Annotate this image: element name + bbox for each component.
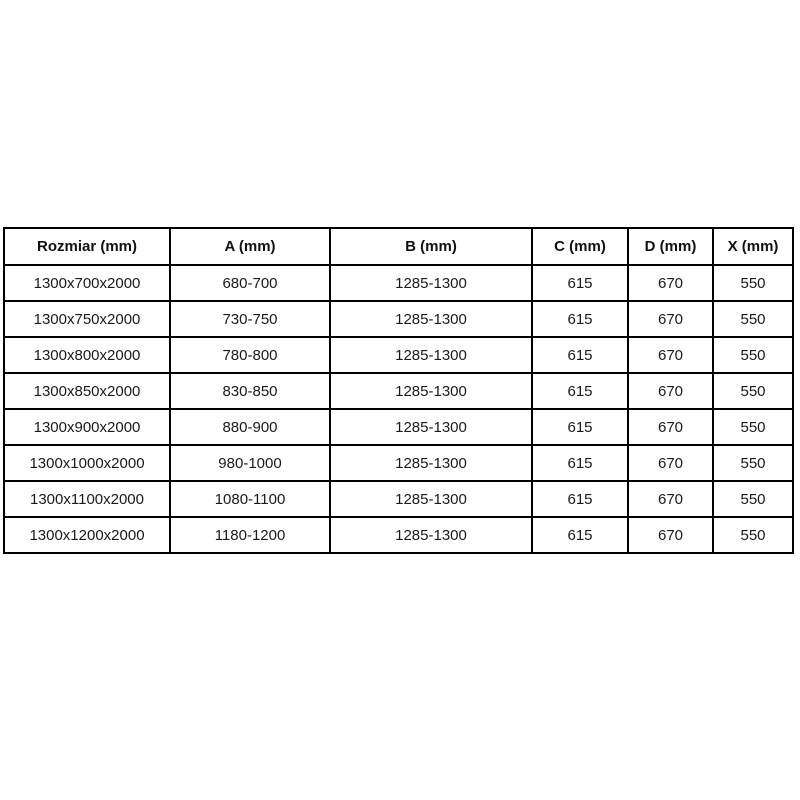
table-cell: 670: [628, 409, 713, 445]
table-cell: 1285-1300: [330, 409, 532, 445]
table-cell: 1285-1300: [330, 337, 532, 373]
table-row: [4, 337, 793, 373]
table-cell: 550: [713, 409, 793, 445]
table-cell: 670: [628, 301, 713, 337]
table-cell: 670: [628, 481, 713, 517]
table-cell: 550: [713, 517, 793, 553]
table-cell: 615: [532, 409, 628, 445]
table-cell: 670: [628, 517, 713, 553]
table-header-row: [4, 228, 793, 265]
table-cell: 550: [713, 337, 793, 373]
table-cell: 550: [713, 445, 793, 481]
table-cell: 1300x700x2000: [4, 265, 170, 301]
table-cell: 670: [628, 373, 713, 409]
table-cell: 1300x900x2000: [4, 409, 170, 445]
table-cell: 730-750: [170, 301, 330, 337]
table-cell: 615: [532, 265, 628, 301]
column-header: C (mm): [532, 228, 628, 265]
table-cell: 670: [628, 445, 713, 481]
table-cell: 615: [532, 301, 628, 337]
table-row: [4, 445, 793, 481]
table-cell: 680-700: [170, 265, 330, 301]
table-body: [4, 265, 793, 553]
table-cell: 615: [532, 481, 628, 517]
table-row: [4, 373, 793, 409]
column-header: D (mm): [628, 228, 713, 265]
table-cell: 670: [628, 265, 713, 301]
table-cell: 670: [628, 337, 713, 373]
table-cell: 1285-1300: [330, 265, 532, 301]
table-cell: 1285-1300: [330, 445, 532, 481]
table-cell: 1285-1300: [330, 301, 532, 337]
table-cell: 615: [532, 373, 628, 409]
table-cell: 1300x1000x2000: [4, 445, 170, 481]
table-cell: 1300x800x2000: [4, 337, 170, 373]
table-cell: 615: [532, 337, 628, 373]
table-row: [4, 481, 793, 517]
table-cell: 550: [713, 373, 793, 409]
table-cell: 830-850: [170, 373, 330, 409]
table-cell: 550: [713, 481, 793, 517]
column-header: X (mm): [713, 228, 793, 265]
table-cell: 1080-1100: [170, 481, 330, 517]
column-header: B (mm): [330, 228, 532, 265]
table-cell: 880-900: [170, 409, 330, 445]
table-row: [4, 301, 793, 337]
table-cell: 1300x1200x2000: [4, 517, 170, 553]
table-cell: 1300x850x2000: [4, 373, 170, 409]
table-cell: 615: [532, 445, 628, 481]
table-cell: 780-800: [170, 337, 330, 373]
dimensions-table: [3, 227, 794, 554]
table-row: [4, 409, 793, 445]
table-cell: 550: [713, 265, 793, 301]
table-cell: 1285-1300: [330, 373, 532, 409]
table-cell: 1285-1300: [330, 517, 532, 553]
table-cell: 1300x1100x2000: [4, 481, 170, 517]
table-cell: 1300x750x2000: [4, 301, 170, 337]
table-row: [4, 265, 793, 301]
table-cell: 1180-1200: [170, 517, 330, 553]
column-header: Rozmiar (mm): [4, 228, 170, 265]
column-header: A (mm): [170, 228, 330, 265]
table-cell: 550: [713, 301, 793, 337]
table-cell: 615: [532, 517, 628, 553]
table-cell: 980-1000: [170, 445, 330, 481]
table-row: [4, 517, 793, 553]
table-cell: 1285-1300: [330, 481, 532, 517]
